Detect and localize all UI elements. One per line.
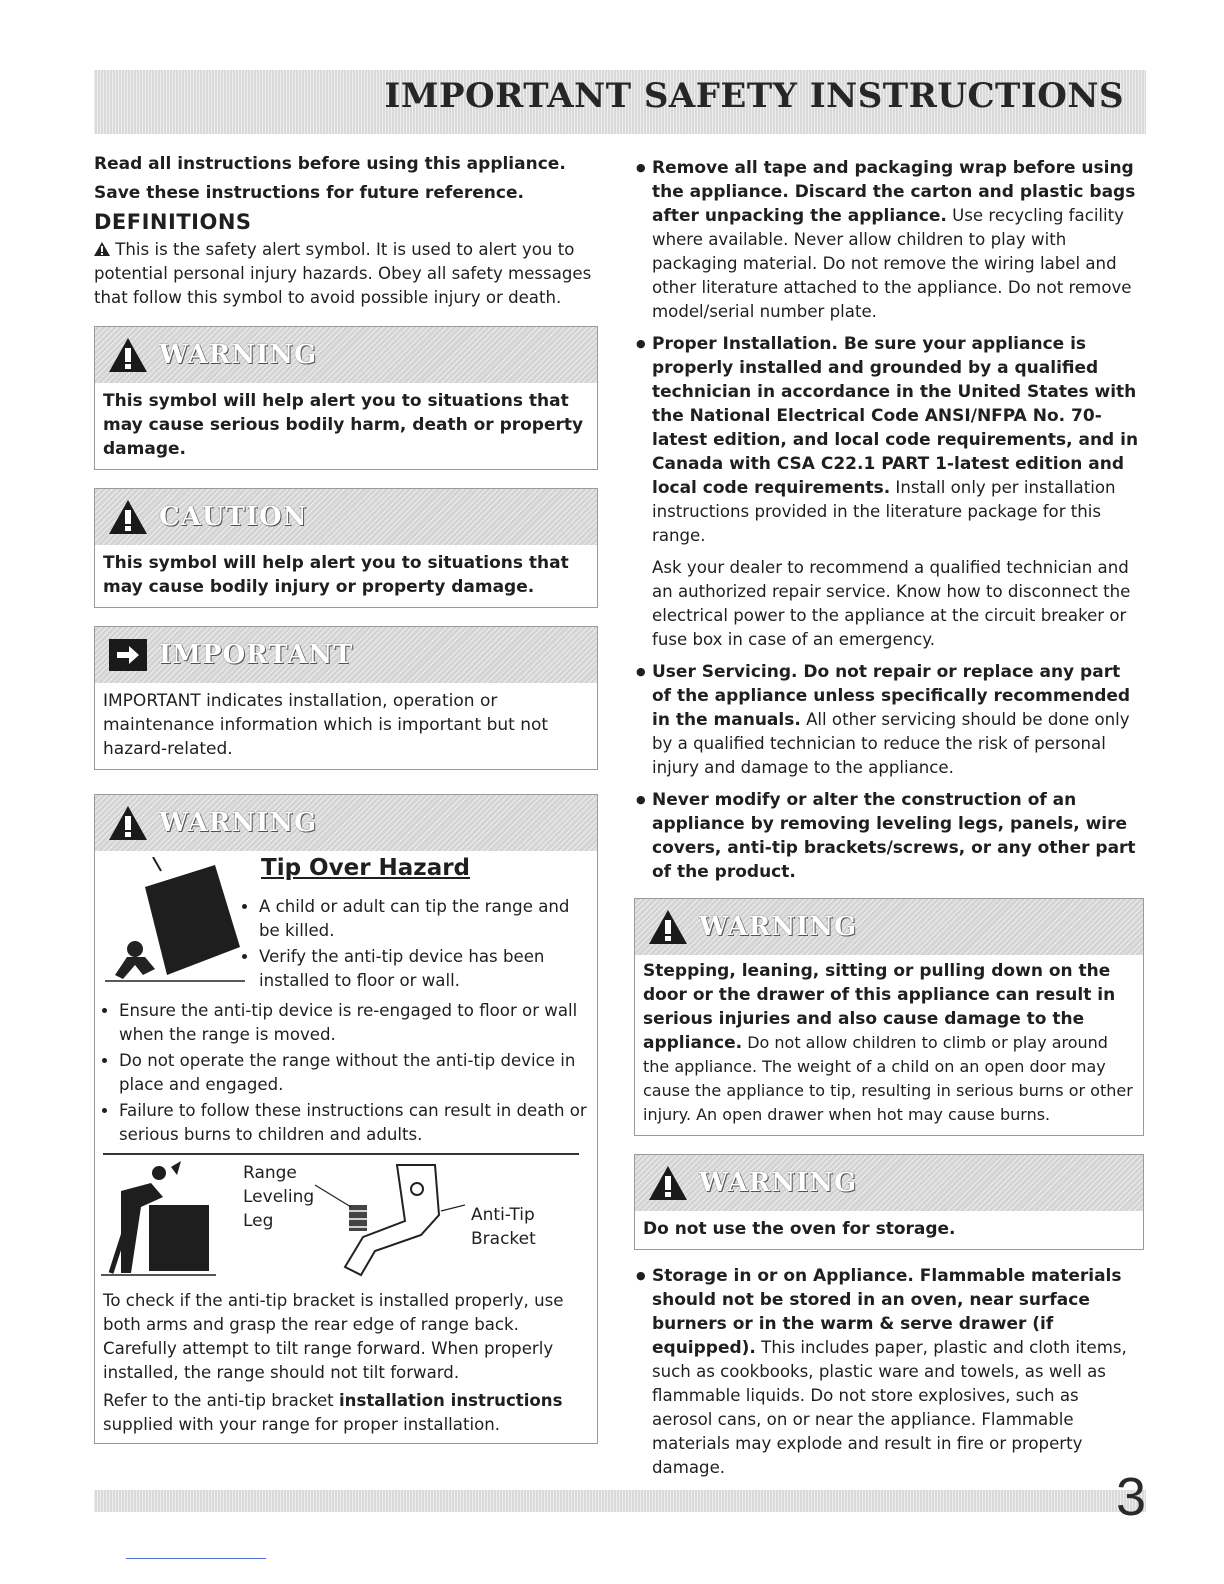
storage-warning-box [634, 1154, 1144, 1250]
tipover-warning-label: WARNING [159, 808, 318, 838]
stepping-alert-icon [647, 908, 689, 946]
header-bar [94, 70, 1146, 134]
stepping-warning-label: WARNING [699, 912, 858, 942]
refer-pre: Refer to the anti-tip bracket [103, 1391, 339, 1410]
intro-line-1: Read all instructions before using this appliance. [94, 154, 566, 174]
tipover-bullet: • Do not operate the range without the anti-tip device in place and engaged. [119, 1049, 597, 1097]
left-column [94, 150, 598, 1444]
label-bracket: Bracket [471, 1229, 536, 1249]
refer-bold: installation instructions [338, 1391, 563, 1410]
important-arrow-icon [107, 636, 149, 674]
storage-warning-label: WARNING [699, 1168, 858, 1198]
caution-header [95, 489, 597, 545]
bullet-bold: Never modify or alter the construction of an appliance by removing leveling legs, panels, wire covers, anti-tip brackets/screws, or any other part of the product. [652, 790, 1136, 882]
stepping-warning-box [634, 898, 1144, 1136]
bullet-bold: Remove all tape and packaging wrap before using the appliance. Discard the carton and plastic bags after unpacking the appliance. [652, 158, 1136, 226]
label-range: Range [243, 1163, 297, 1183]
warning-alert-icon [107, 336, 149, 374]
bullet-text: Use recycling facility where available. Never allow children to play with packaging material. Do not remove the wiring label and other literature attached to the appliance. Do not remove model/serial number plate. [652, 206, 1132, 321]
tipover-top-section [95, 851, 597, 1001]
footer-line [126, 1558, 266, 1559]
tipover-warning-header [95, 795, 597, 851]
page-number: 3 [1115, 1467, 1146, 1527]
important-definition-box [94, 626, 598, 770]
antitip-bracket-illustration [305, 1155, 465, 1285]
important-definition-text: IMPORTANT indicates installation, operation or maintenance information which is important but not hazard-related. [103, 691, 549, 759]
bullet-bold: User Servicing. Do not repair or replace any part of the appliance unless specifically recommended in the manuals. [652, 662, 1131, 730]
antitip-figure [95, 1155, 597, 1285]
bullet-text: All other servicing should be done only by a qualified technician to reduce the risk of personal injury and damage to the appliance. [652, 710, 1130, 777]
bullet-user-servicing [634, 660, 1144, 780]
antitip-bracket-label [471, 1203, 536, 1251]
stepping-warning-header [635, 899, 1143, 955]
stepping-text: Do not allow children to climb or play around the appliance. The weight of a child on an open door may cause the appliance to tip, resulting in serious burns or other injury. An open drawer when hot may cause burns. [643, 1033, 1133, 1124]
storage-warning-text: Do not use the oven for storage. [643, 1219, 956, 1239]
warning-definition-text: This symbol will help alert you to situations that may cause serious bodily harm, death or property damage. [103, 391, 584, 459]
caution-label: CAUTION [159, 502, 308, 532]
tipover-title: Tip Over Hazard [261, 855, 471, 881]
warning-label: WARNING [159, 340, 318, 370]
tipping-range-illustration [105, 857, 255, 997]
definitions-paragraph [94, 238, 598, 310]
range-leveling-leg-label [243, 1161, 314, 1233]
antitip-refer-text [95, 1385, 597, 1443]
bullet-never-modify [634, 788, 1144, 884]
label-leg: Leg [243, 1211, 274, 1231]
storage-alert-icon [647, 1164, 689, 1202]
tipover-bullet: • Failure to follow these instructions can result in death or serious burns to children and adults. [119, 1099, 597, 1147]
tipover-side-bullet: • Verify the anti-tip device has been installed to floor or wall. [259, 945, 589, 993]
bullet-remove-packaging [634, 156, 1144, 324]
antitip-check-text: To check if the anti-tip bracket is installed properly, use both arms and grasp the rear edge of range back. Carefully attempt to tilt range forward. When properly installed, the range should not tilt forward. [103, 1291, 564, 1382]
warning-header [95, 327, 597, 383]
safety-bullets [634, 156, 1144, 884]
bullet-extra: Ask your dealer to recommend a qualified technician and an authorized repair service. Know how to disconnect the electrical power to the appliance at the circuit breaker or fuse box in case of an emergency. [652, 558, 1131, 649]
label-leveling: Leveling [243, 1187, 315, 1207]
stepping-warning-text [635, 955, 1143, 1135]
caution-definition-box [94, 488, 598, 608]
refer-post: supplied with your range for proper installation. [103, 1415, 501, 1434]
safety-alert-icon [94, 242, 110, 256]
important-header [95, 627, 597, 683]
page-title: IMPORTANT SAFETY INSTRUCTIONS [384, 76, 1124, 116]
definitions-text: This is the safety alert symbol. It is used to alert you to potential personal injury hazards. Obey all safety messages that follow this symbol to avoid possible injury or death. [94, 240, 592, 307]
storage-warning-header [635, 1155, 1143, 1211]
tipover-side-bullet: • A child or adult can tip the range and be killed. [259, 895, 589, 943]
person-checking-range-illustration [101, 1161, 221, 1281]
caution-definition-text: This symbol will help alert you to situations that may cause bodily injury or property damage. [103, 553, 569, 597]
bullet-text: Install only per installation instructions provided in the literature package for this range. [652, 478, 1116, 545]
caution-alert-icon [107, 498, 149, 536]
bullet-text: This includes paper, plastic and cloth items, such as cookbooks, plastic ware and towels, as well as flammable liquids. Do not store explosives, such as aerosol cans, on or near the appliance. Flammable materials may explode and result in fire or property damage. [652, 1338, 1127, 1477]
right-column [634, 156, 1144, 1488]
bullet-bold: Proper Installation. Be sure your appliance is properly installed and grounded by a qualified technician in accordance in the United States with the National Electrical Code ANSI/NFPA No. 70-latest edition, and local code requirements, and in Canada with CSA C22.1 PART 1-latest edition and local code requirements. [652, 334, 1139, 498]
tipover-bullet: • Ensure the anti-tip device is re-engaged to floor or wall when the range is moved. [119, 999, 597, 1047]
footer-bar [94, 1490, 1146, 1512]
definitions-heading: DEFINITIONS [94, 210, 252, 234]
storage-bullets [634, 1264, 1144, 1480]
bullet-bold: Storage in or on Appliance. Flammable materials should not be stored in an oven, near surface burners or in the warm & serve drawer (if equipped). [652, 1266, 1122, 1358]
important-label: IMPORTANT [159, 640, 354, 670]
label-antitip: Anti-Tip [471, 1205, 535, 1225]
bullet-proper-installation [634, 332, 1144, 652]
bullet-storage [634, 1264, 1144, 1480]
intro-line-2: Save these instructions for future reference. [94, 183, 524, 203]
tipover-alert-icon [107, 804, 149, 842]
tipover-side-bullets [235, 895, 589, 995]
tipover-bullets [95, 999, 597, 1147]
warning-definition-box [94, 326, 598, 470]
tipover-warning-box [94, 794, 598, 1444]
stepping-bold: Stepping, leaning, sitting or pulling down on the door or the drawer of this appliance can result in serious injuries and also cause damage to the appliance. [643, 961, 1116, 1053]
